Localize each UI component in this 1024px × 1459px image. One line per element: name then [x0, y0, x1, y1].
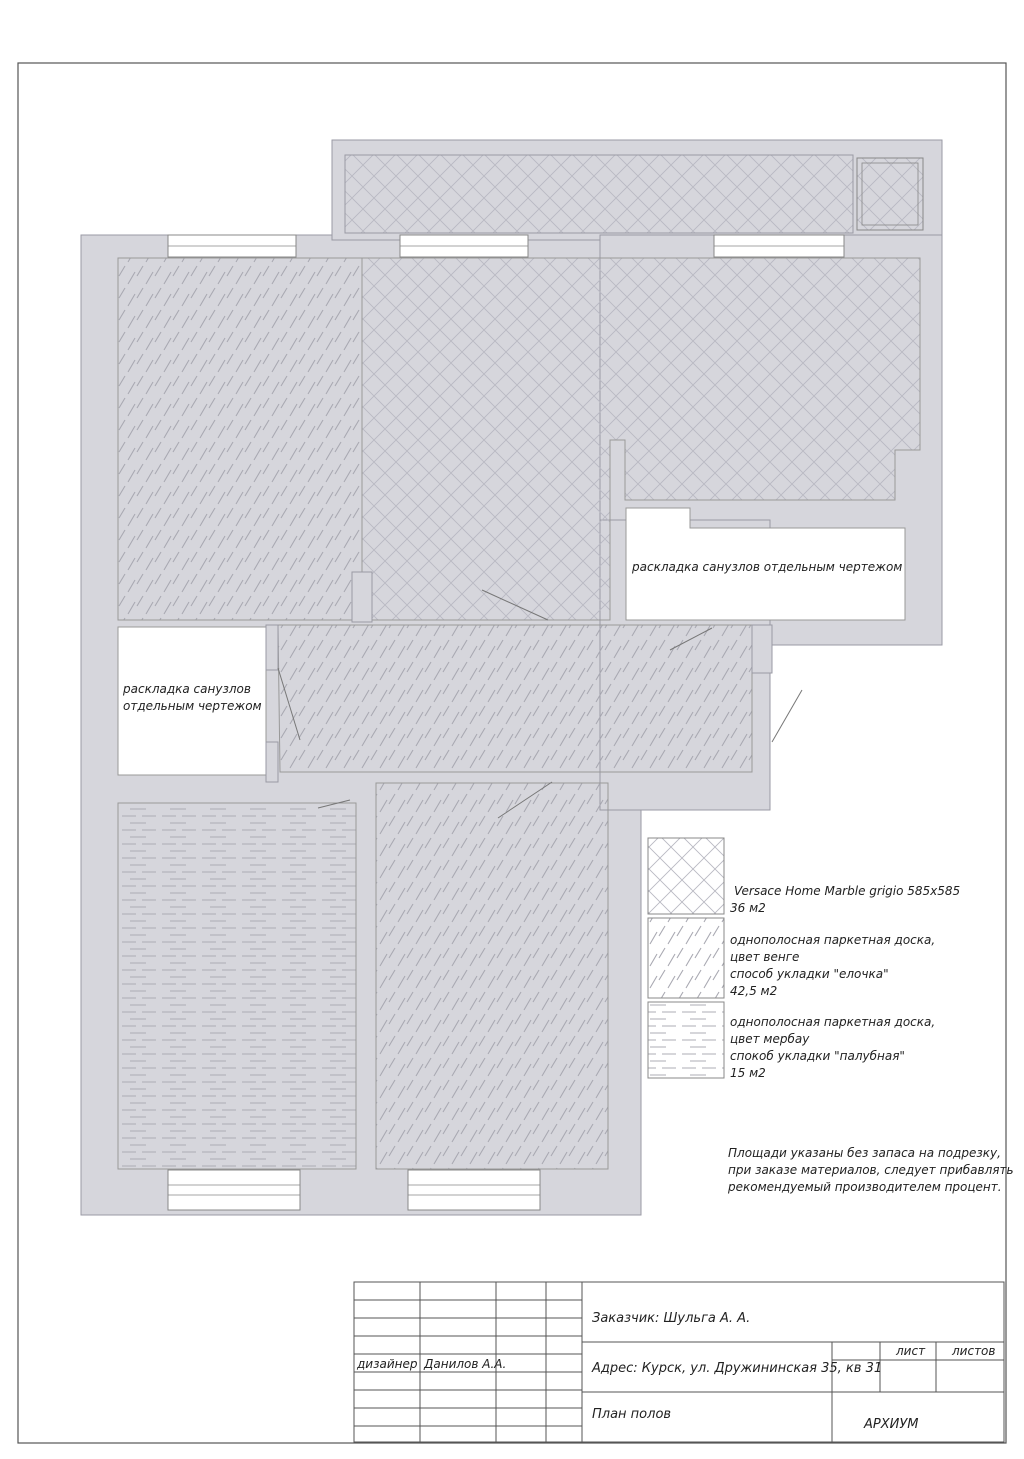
legend [648, 838, 1014, 1194]
sheet-label: лист [896, 1344, 926, 1358]
legend-2-line-3: способ укладки "елочка" [730, 967, 889, 981]
legend-3-line-3: спокоб укладки "палубная" [730, 1049, 905, 1063]
legend-swatch-deck [648, 1002, 724, 1078]
bath-right-note: раскладка санузлов отдельным чертежом [632, 560, 903, 574]
balcony-floor [345, 155, 853, 233]
legend-2-line-1: однополосная паркетная доска, [730, 933, 936, 947]
sheets-label: листов [952, 1344, 996, 1358]
bedroom-middle-floor [376, 783, 608, 1169]
designer-text: Данилов А.А. [424, 1357, 507, 1371]
customer-text: Заказчик: Шульга А. А. [592, 1311, 751, 1326]
legend-1-line-1: Versace Home Marble grigio 585x585 [734, 884, 961, 898]
legend-3-line-2: цвет мербау [730, 1032, 810, 1046]
stage-text: АРХИУМ [864, 1417, 919, 1432]
bath-left-note-1: раскладка санузлов [123, 682, 251, 696]
legend-2-line-2: цвет венге [730, 950, 800, 964]
area-note-line-2: при заказе материалов, следует прибавлять [728, 1163, 1014, 1177]
legend-2-line-4: 42,5 м2 [730, 984, 778, 998]
legend-swatch-marble [648, 838, 724, 914]
drawing-title: План полов [592, 1407, 672, 1422]
hallway-floor [278, 625, 752, 772]
legend-3-line-4: 15 м2 [730, 1066, 766, 1080]
address-text: Адрес: Курск, ул. Дружининская 35, кв 31 [592, 1361, 883, 1376]
area-note-line-1: Площади указаны без запаса на подрезку, [728, 1146, 1001, 1160]
bath-left-note-2: отдельным чертежом [123, 699, 262, 713]
balcony-corner-tile [857, 158, 923, 230]
area-note-line-3: рекомендуемый производителем процент. [728, 1180, 1002, 1194]
legend-1-line-2: 36 м2 [730, 901, 766, 915]
legend-swatch-herringbone [648, 918, 724, 998]
bedroom-left-floor [118, 258, 362, 620]
role-text: дизайнер [357, 1357, 418, 1371]
bedroom-deck-floor [118, 803, 356, 1169]
legend-3-line-1: однополосная паркетная доска, [730, 1015, 936, 1029]
